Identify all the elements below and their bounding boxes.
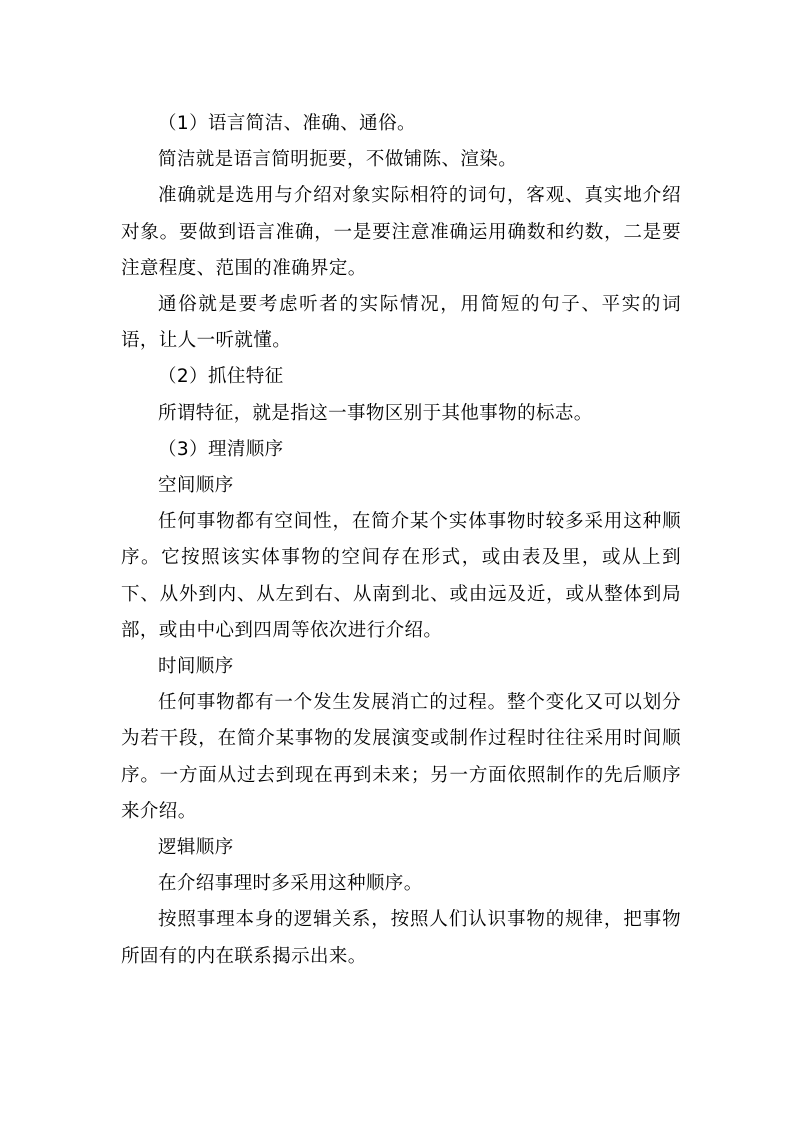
- subheading-spatial-order: 空间顺序: [158, 475, 234, 497]
- paragraph-accurate: 准确就是选用与介绍对象实际相符的词句，客观、真实地介绍对象。要做到语言准确，一是要注意准确运用确数和约数，二是要注意程度、范围的准确界定。: [121, 185, 681, 279]
- document-page: [121, 106, 681, 975]
- paragraph-features: 所谓特征，就是指这一事物区别于其他事物的标志。: [158, 402, 593, 424]
- paragraph-concise: 简洁就是语言简明扼要，不做铺陈、渲染。: [158, 149, 518, 171]
- subheading-time-order: 时间顺序: [158, 656, 234, 678]
- section-heading-features: （2）抓住特征: [158, 366, 284, 388]
- paragraph-logical-order-detail: 按照事理本身的逻辑关系，按照人们认识事物的规律，把事物所固有的内在联系揭示出来。: [121, 909, 681, 967]
- paragraph-spatial-order: 任何事物都有空间性，在简介某个实体事物时较多采用这种顺序。它按照该实体事物的空间存在形式，或由表及里，或从上到下、从外到内、从左到右、从南到北、或由远及近，或从整体到局部，或由中心到四周等依次进行介绍。: [121, 511, 681, 641]
- subheading-logical-order: 逻辑顺序: [158, 837, 234, 859]
- paragraph-time-order: 任何事物都有一个发生发展消亡的过程。整个变化又可以划分为若干段，在简介某事物的发展演变或制作过程时往往采用时间顺序。一方面从过去到现在再到未来；另一方面依照制作的先后顺序来介绍。: [121, 692, 681, 822]
- section-heading-language: （1）语言简洁、准确、通俗。: [158, 113, 416, 134]
- section-heading-order: （3）理清顺序: [158, 438, 284, 460]
- paragraph-plain: 通俗就是要考虑听者的实际情况，用简短的句子、平实的词语，让人一听就懂。: [121, 294, 681, 352]
- paragraph-logical-order-intro: 在介绍事理时多采用这种顺序。: [158, 873, 423, 895]
